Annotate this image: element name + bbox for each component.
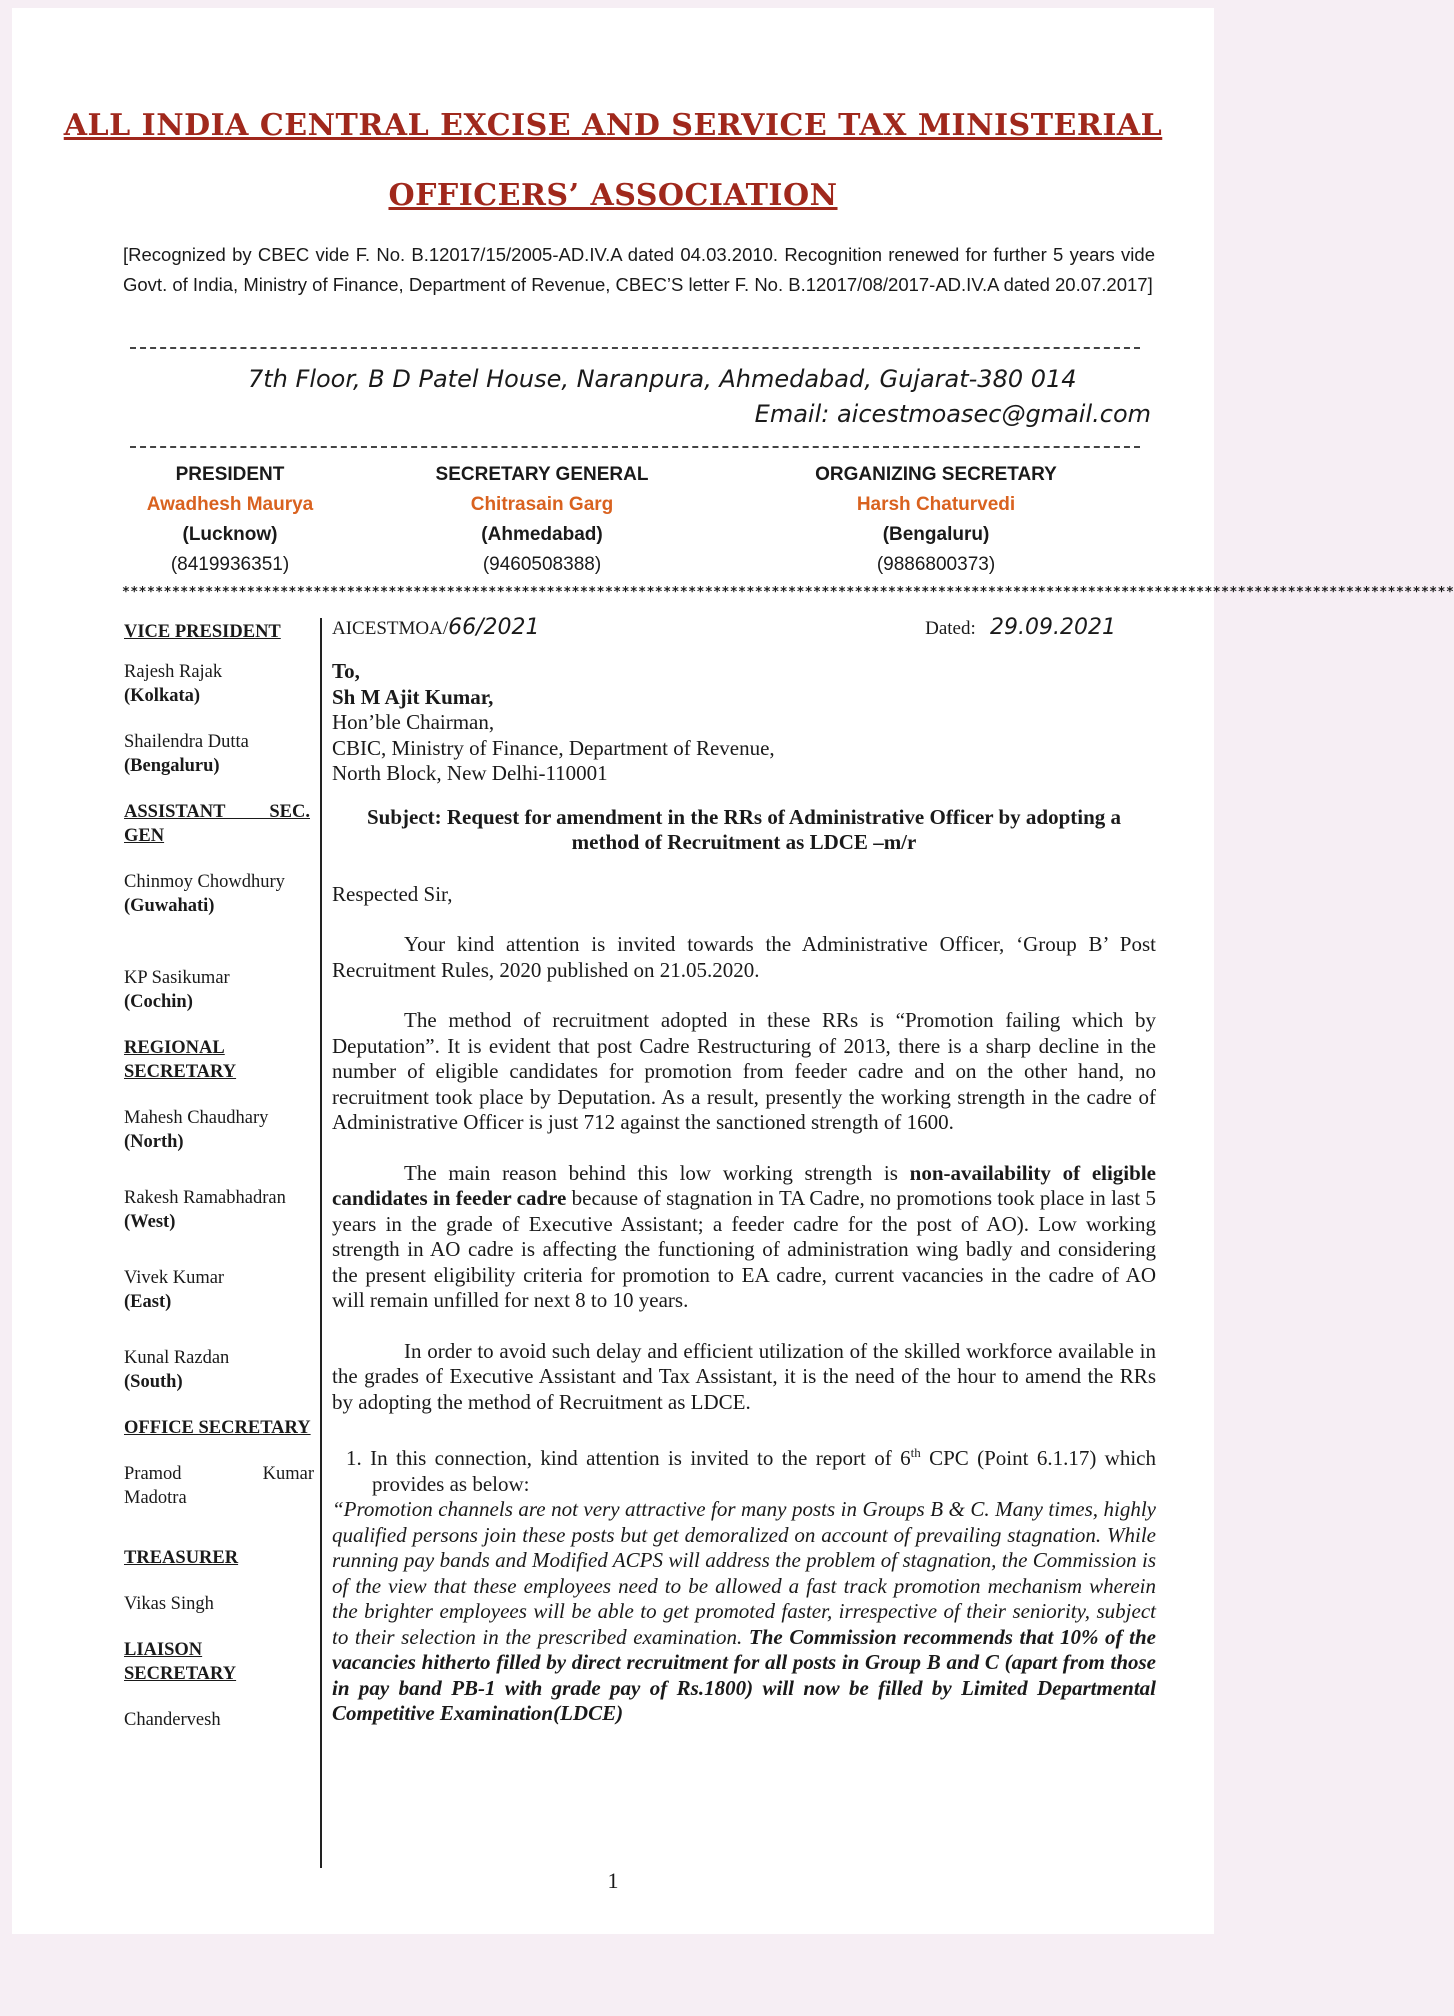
letter-date: [925, 615, 1156, 649]
date-handwritten: 29.09.2021: [990, 615, 1116, 640]
sidebar-heading-vice-president: VICE PRESIDENT: [124, 622, 281, 642]
subject-line: Subject: Request for amendment in the RRs of Administrative Officer by adopting a method of Recruitment as LDCE –m/r: [366, 804, 1122, 854]
member-name: Rakesh Ramabhadran: [124, 1188, 286, 1208]
member-city: (Bengaluru): [124, 756, 220, 776]
officer-phone: (9886800373): [876, 554, 996, 575]
quote-text: “Promotion channels are not very attractive for many posts in Groups B & C. Many times, highly qualified persons join these posts but get demoralized on account of prevailing stagnation. While running pay bands and Modified ACPS will address the problem of stagnation, the Commission is of the view that these employees need to be allowed a fast track promotion mechanism wherein the brighter employees will be able to get promoted faster, irrespective of their seniority, subject to their selection in the prescribed examination.: [332, 1497, 1156, 1649]
sidebar-entry: [124, 1346, 314, 1394]
superscript: th: [910, 1445, 921, 1460]
list-item-1: [332, 1440, 1156, 1497]
list-text: CPC (Point 6.1.17) which provides as below:: [372, 1446, 1156, 1496]
member-name: Rajesh Rajak: [124, 662, 223, 682]
paragraph-3: [332, 1161, 1156, 1314]
addressee-line: CBIC, Ministry of Finance, Department of Revenue,: [332, 735, 775, 760]
sidebar-entry-treasurer: Vikas Singh: [124, 1594, 214, 1614]
reference-line: [332, 615, 1156, 649]
divider-bottom: [130, 446, 1140, 448]
addressee-line: North Block, New Delhi-110001: [332, 761, 608, 785]
org-name-line1: ALL INDIA CENTRAL EXCISE AND SERVICE TAX MINISTERIAL: [63, 108, 1163, 143]
officer-phone: (8419936351): [170, 554, 290, 575]
sidebar-entry: [124, 1266, 314, 1314]
sidebar-heading-assistant-sec-gen: ASSISTANT SEC. GEN: [124, 802, 310, 846]
reference-number: [332, 615, 540, 649]
dated-label: Dated:: [925, 618, 976, 639]
sidebar-entry: [124, 660, 314, 708]
sidebar-entry-liaison: Chandervesh: [124, 1710, 221, 1730]
to-label: To,: [332, 659, 360, 683]
member-name: Kunal Razdan: [124, 1348, 230, 1368]
paragraph-1: Your kind attention is invited towards the Administrative Officer, ‘Group B’ Post Recruitment Rules, 2020 published on 21.05.2020.: [332, 932, 1156, 982]
member-name: Chinmoy Chowdhury: [124, 872, 285, 892]
p3-text: The main reason behind this low working strength is: [404, 1160, 910, 1185]
sidebar-entry: [124, 966, 314, 1014]
officer-role: ORGANIZING SECRETARY: [815, 464, 1057, 485]
member-name: Shailendra Dutta: [124, 732, 249, 752]
officer-role: SECRETARY GENERAL: [435, 464, 649, 485]
sidebar-entry: [124, 730, 314, 778]
sidebar-office-bearers: [124, 615, 314, 1732]
member-city: (West): [124, 1212, 176, 1232]
reference-handwritten: 66/2021: [448, 615, 540, 640]
list-number: 1.: [346, 1446, 362, 1470]
column-divider: [320, 618, 322, 1868]
salutation: Respected Sir,: [332, 881, 453, 906]
officer-name: Awadhesh Maurya: [146, 494, 314, 515]
addressee-line: Hon’ble Chairman,: [332, 710, 495, 734]
reference-prefix: AICESTMOA/: [332, 618, 449, 639]
member-city: (East): [124, 1292, 172, 1312]
quote-emphasis: The Commission recommends that 10% of the vacancies hitherto filled by direct recruitment for all posts in Group B and C (apart from those in pay band PB-1 with grade pay of Rs.1800) will now be filled by Limited Departmental Competitive Examination(LDCE): [332, 1624, 1156, 1725]
paragraph-2: The method of recruitment adopted in these RRs is “Promotion failing which by Deputation”. It is evident that post Cadre Restructuring of 2013, there is a sharp decline in the number of eligible candidates for promotion from feeder cadre and on the other hand, no recruitment took place by Deputation. As a result, presently the working strength in the cadre of Administrative Officer is just 712 against the sanctioned strength of 1600.: [332, 1008, 1156, 1134]
member-city: (Kolkata): [124, 686, 201, 706]
member-city: (Cochin): [124, 992, 193, 1012]
officer-president: [70, 460, 390, 580]
paragraph-4: In order to avoid such delay and efficient utilization of the skilled workforce available in the grades of Executive Assistant and Tax Assistant, it is the need of the hour to amend the RRs by adopting the method of Recruitment as LDCE.: [332, 1338, 1156, 1414]
address: 7th Floor, B D Patel House, Naranpura, Ahmedabad, Gujarat-380 014: [248, 365, 1077, 393]
officer-city: (Bengaluru): [882, 524, 990, 545]
p3-emphasis: non-availability of eligible candidates in feeder cadre: [332, 1160, 1156, 1210]
sidebar-heading-office-secretary: OFFICE SECRETARY: [124, 1418, 311, 1438]
sidebar-entry: [124, 1186, 314, 1234]
member-name: Vivek Kumar: [124, 1268, 225, 1288]
officer-city: (Ahmedabad): [481, 524, 603, 545]
list-text: In this connection, kind attention is invited to the report of 6: [370, 1446, 911, 1470]
officer-role: PRESIDENT: [175, 464, 285, 485]
sidebar-entry: [124, 870, 314, 918]
cpc-quote: [332, 1497, 1156, 1727]
officer-secretary-general: [382, 460, 702, 580]
member-city: (Guwahati): [124, 896, 215, 916]
member-name: Mahesh Chaudhary: [124, 1108, 269, 1128]
addressee-name: Sh M Ajit Kumar,: [332, 684, 494, 709]
sidebar-entry-office-secretary: Pramod Kumar Madotra: [124, 1464, 314, 1508]
email: Email: aicestmoasec@gmail.com: [754, 400, 1151, 428]
sidebar-entry: [124, 1106, 314, 1154]
star-divider: ****************************************************************************************************************************************************************: [122, 585, 1454, 600]
officer-organizing-secretary: [776, 460, 1096, 580]
p3-text: because of stagnation in TA Cadre, no promotions took place in last 5 years in the grade of Executive Assistant; a feeder cadre for the post of AO). Low working strength in AO cadre is affecting the functioning of administration wing badly and considering the present eligibility criteria for promotion to EA cadre, current vacancies in the cadre of AO will remain unfilled for next 8 to 10 years.: [332, 1186, 1157, 1312]
recognition-note: [Recognized by CBEC vide F. No. B.12017/15/2005-AD.IV.A dated 04.03.2010. Recognition renewed for further 5 years vide Govt. of India, Ministry of Finance, Department of Revenue, CBEC’S letter F. No. B.12017/08/2017-AD.IV.A dated 20.07.2017]: [123, 244, 1155, 295]
officer-name: Chitrasain Garg: [470, 494, 614, 515]
divider-top: [130, 347, 1140, 349]
sidebar-heading-liaison-secretary: LIAISON SECRETARY: [124, 1640, 237, 1684]
member-name: KP Sasikumar: [124, 968, 230, 988]
member-city: (South): [124, 1372, 183, 1392]
member-city: (North): [124, 1132, 184, 1152]
officer-phone: (9460508388): [482, 554, 602, 575]
sidebar-heading-regional-secretary: REGIONAL SECRETARY: [124, 1038, 237, 1082]
officer-city: (Lucknow): [182, 524, 278, 545]
sidebar-heading-treasurer: TREASURER: [124, 1548, 239, 1568]
letter-body: [332, 615, 1156, 1727]
page-number: 1: [607, 1868, 619, 1893]
officer-name: Harsh Chaturvedi: [856, 494, 1016, 515]
org-name-line2: OFFICERS’ ASSOCIATION: [388, 178, 838, 213]
